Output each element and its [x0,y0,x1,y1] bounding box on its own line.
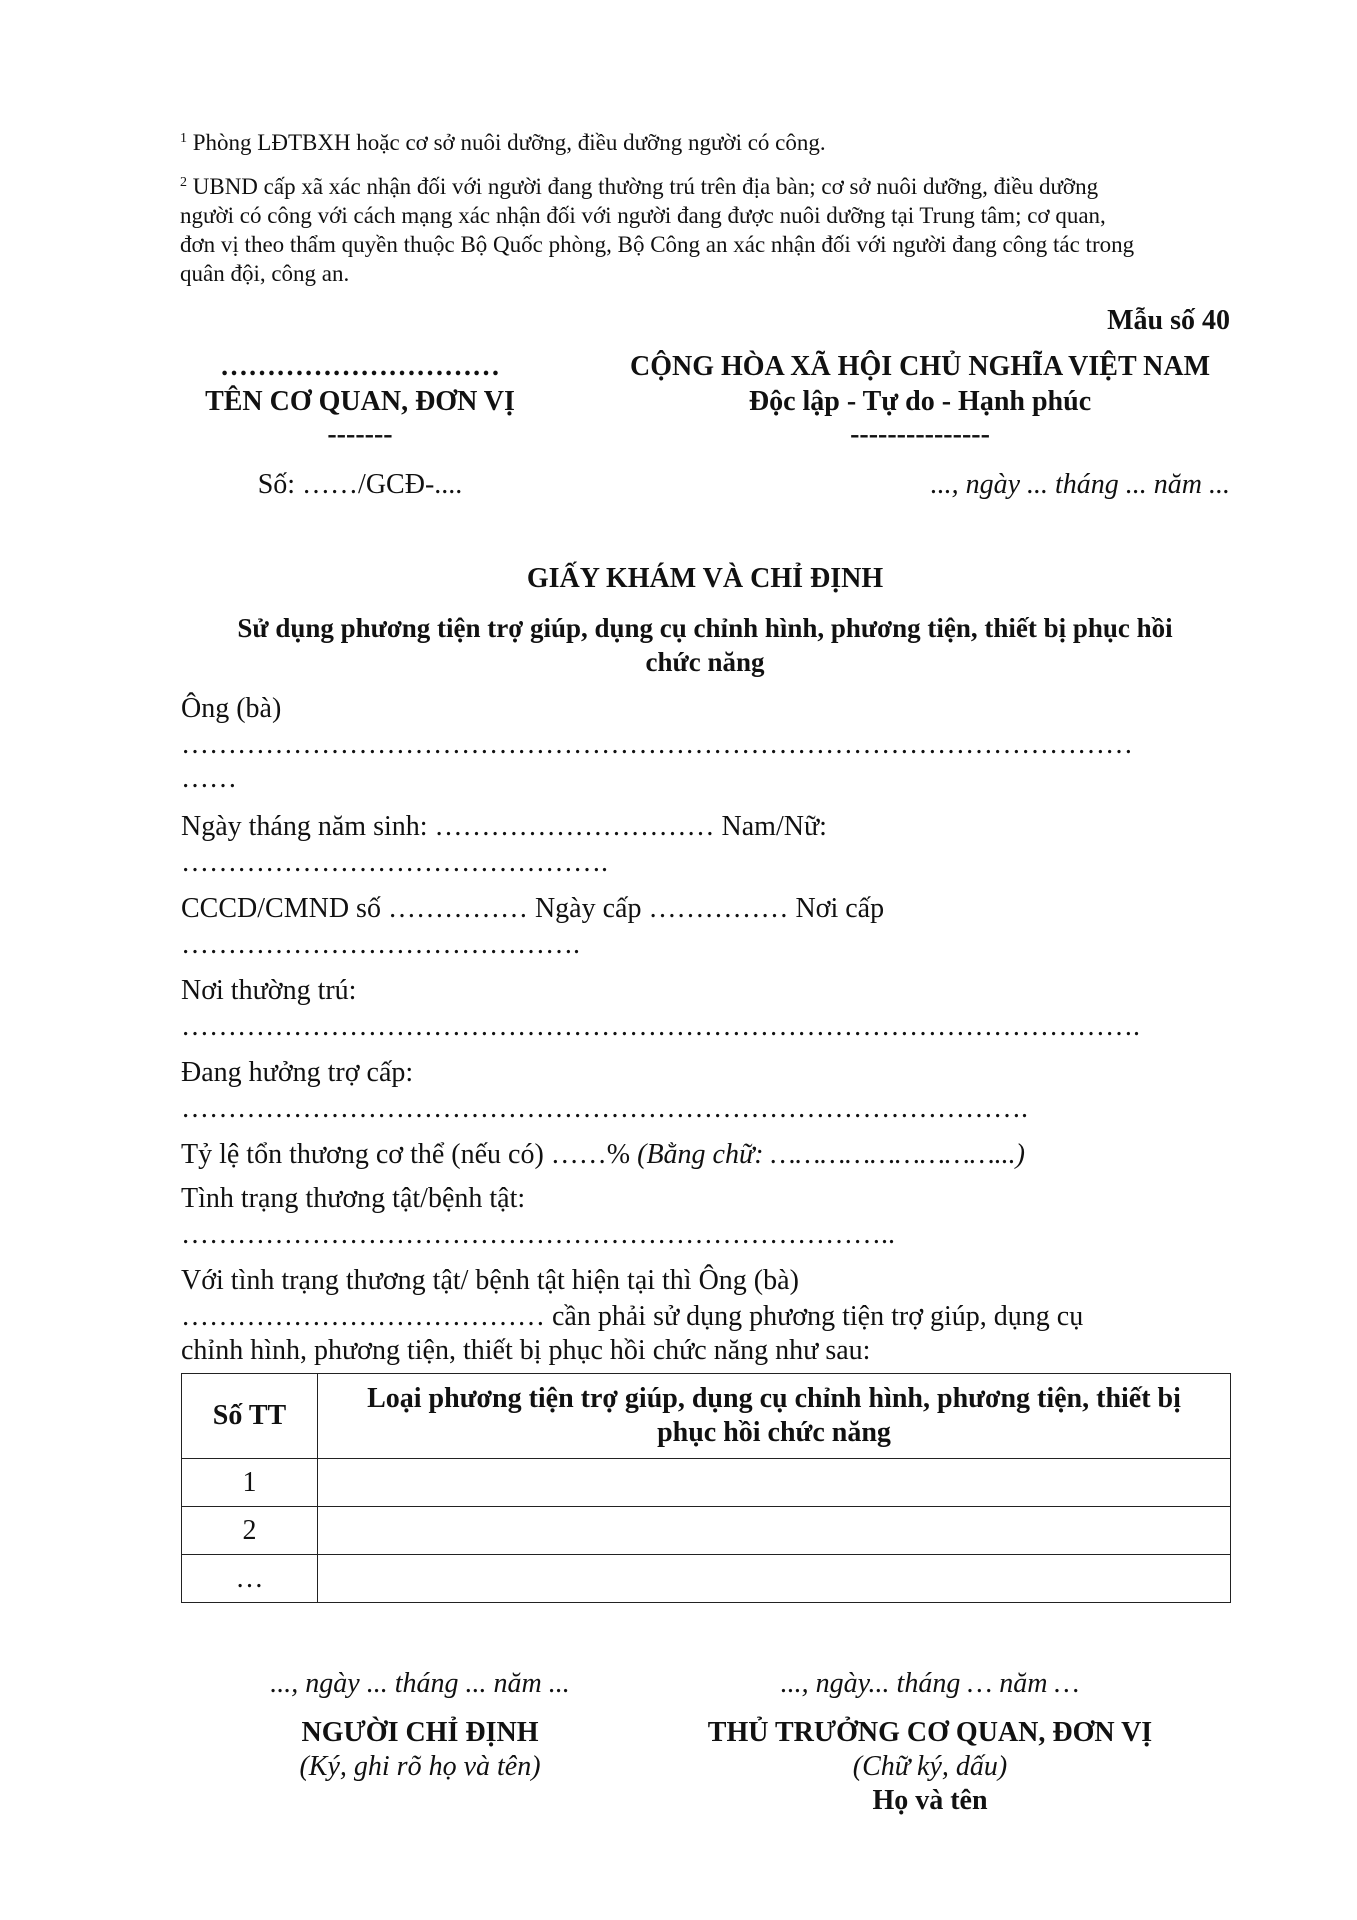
residence-dots: …………………………………………………………………………………………. [181,1011,1140,1042]
agency-dots: ………………………… [220,351,500,382]
table-row [182,1507,1231,1555]
row-number: 2 [182,1507,318,1555]
residence-label: Nơi thường trú: [181,975,357,1006]
row-number: 1 [182,1459,318,1507]
form-number: Mẫu số 40 [1107,305,1230,336]
footnote-1 [180,128,826,157]
statement-line-3: chỉnh hình, phương tiện, thiết bị phục hồi chức năng như sau: [181,1335,871,1366]
statement-line-2: ………………………………… cần phải sử dụng phương tiện trợ giúp, dụng cụ [181,1301,1084,1332]
row-device[interactable] [318,1555,1231,1603]
table-row [182,1459,1231,1507]
place-date: ..., ngày ... tháng ... năm ... [930,469,1230,500]
allowance-label: Đang hưởng trợ cấp: [181,1057,414,1088]
footnote-1-text: Phòng LĐTBXH hoặc cơ sở nuôi dưỡng, điều dưỡng người có công. [192,130,826,155]
row-number: … [182,1555,318,1603]
agency-rule: ------- [327,419,393,450]
country-name: CỘNG HÒA XÃ HỘI CHỦ NGHĨA VIỆT NAM [629,351,1211,382]
footnote-1-mark: 1 [180,131,187,146]
column-header-device-type [318,1374,1231,1459]
table-header-row [182,1374,1231,1459]
agency-name: TÊN CƠ QUAN, ĐƠN VỊ [205,386,515,417]
document-title: GIẤY KHÁM VÀ CHỈ ĐỊNH [526,563,884,594]
allowance-dots: ………………………………………………………………………………. [181,1093,1028,1124]
statement-line-1: Với tình trạng thương tật/ bệnh tật hiện tại thì Ông (bà) [181,1265,799,1296]
head-of-agency-date: ..., ngày... tháng … năm … [780,1668,1080,1699]
head-of-agency-title: THỦ TRƯỞNG CƠ QUAN, ĐƠN VỊ [707,1717,1153,1748]
condition-label: Tình trạng thương tật/bệnh tật: [181,1183,526,1214]
footnote-2-mark: 2 [180,175,187,190]
prescriber-note: (Ký, ghi rõ họ và tên) [299,1751,541,1782]
footnote-2-line-1 [180,172,1098,201]
prescriber-date: ..., ngày ... tháng ... năm ... [270,1668,570,1699]
column-header-device-type-line-1: Loại phương tiện trợ giúp, dụng cụ chỉnh hình, phương tiện, thiết bị [367,1383,1181,1414]
id-card-line: CCCD/CMND số …………… Ngày cấp …………… Nơi cấp [181,893,885,924]
document-number: Số: ……/GCĐ-.... [257,469,463,500]
row-device[interactable] [318,1507,1231,1555]
column-header-device-type-line-2: phục hồi chức năng [657,1417,891,1448]
name-dots-line-2: …… [181,763,237,794]
devices-table [181,1373,1231,1603]
column-header-number: Số TT [182,1374,318,1459]
injury-rate-line [181,1138,1025,1172]
date-of-birth-line: Ngày tháng năm sinh: ………………………… Nam/Nữ: [181,811,827,842]
injury-rate-in-words: (Bằng chữ: ………………………...) [637,1139,1025,1170]
motto-rule: --------------- [850,419,990,450]
gender-dots: ………………………………………. [181,847,608,878]
national-motto: Độc lập - Tự do - Hạnh phúc [748,386,1092,417]
name-label: Ông (bà) [181,693,282,724]
row-device[interactable] [318,1459,1231,1507]
document-subtitle-line-1: Sử dụng phương tiện trợ giúp, dụng cụ chỉnh hình, phương tiện, thiết bị phục hồi [237,613,1173,643]
injury-rate-text: Tỷ lệ tổn thương cơ thể (nếu có) ……% [181,1139,638,1170]
footnote-2-line-3: đơn vị theo thẩm quyền thuộc Bộ Quốc phòng, Bộ Công an xác nhận đối với người đang công tác trong [180,232,1135,257]
footnote-2-text: UBND cấp xã xác nhận đối với người đang thường trú trên địa bàn; cơ sở nuôi dưỡng, điều dưỡng [192,174,1099,199]
footnote-2-line-4: quân đội, công an. [180,261,350,286]
prescriber-title: NGƯỜI CHỈ ĐỊNH [301,1717,539,1748]
footnote-2-line-2: người có công với cách mạng xác nhận đối với người đang được nuôi dưỡng tại Trung tâm; cơ quan, [180,203,1106,228]
issue-place-dots: ……………………………………. [181,929,580,960]
condition-dots: ………………………………………………………………….. [181,1219,895,1250]
head-of-agency-note: (Chữ ký, dấu) [852,1751,1008,1782]
name-dots-line-1: ………………………………………………………………………………………… [181,729,1133,760]
document-subtitle-line-2: chức năng [645,647,765,677]
head-of-agency-name: Họ và tên [872,1785,988,1816]
table-row [182,1555,1231,1603]
